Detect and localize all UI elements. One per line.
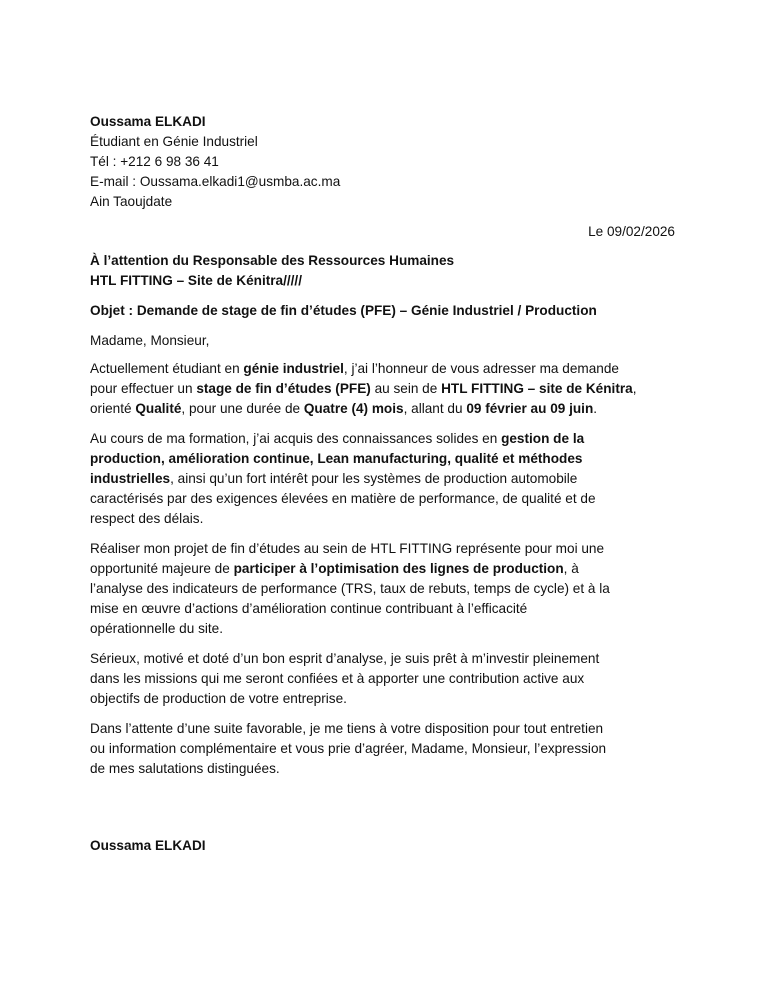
text: , à: [563, 561, 579, 576]
bold-text: Qualité: [135, 401, 182, 416]
bold-text: gestion de la: [501, 431, 585, 446]
bold-text: industrielles: [90, 471, 171, 486]
salutation: Madame, Monsieur,: [90, 333, 210, 348]
paragraph-line: [90, 719, 680, 739]
text: au sein de: [370, 381, 442, 396]
text: orienté: [90, 401, 136, 416]
paragraph-3: [90, 539, 680, 639]
sender-phone: Tél : +212 6 98 36 41: [90, 154, 219, 169]
text: pour effectuer un: [90, 381, 197, 396]
paragraph-line: [90, 399, 680, 419]
text: ,: [632, 381, 637, 396]
bold-text: production, amélioration continue, Lean manufacturing, qualité et méthodes: [90, 451, 583, 466]
paragraph-4: [90, 649, 680, 709]
letter-date: Le 09/02/2026: [588, 224, 675, 239]
sender-block: [90, 112, 680, 212]
recipient-line-1: À l’attention du Responsable des Ressources Humaines: [90, 253, 455, 268]
text: ou information complémentaire et vous prie d’agréer, Madame, Monsieur, l’expression: [90, 741, 607, 756]
paragraph-line: [90, 429, 680, 449]
paragraph-2: [90, 429, 680, 529]
paragraph-line: [90, 649, 680, 669]
recipient-line-2: HTL FITTING – Site de Kénitra/////: [90, 273, 302, 288]
paragraph-line: [90, 509, 680, 529]
paragraph-line: [90, 759, 680, 779]
text: Sérieux, motivé et doté d’un bon esprit d’analyse, je suis prêt à m’investir pleinement: [90, 651, 600, 666]
text: Réaliser mon projet de fin d’études au sein de HTL FITTING représente pour moi une: [90, 541, 605, 556]
text: de mes salutations distinguées.: [90, 761, 280, 776]
text: caractérisés par des exigences élevées en matière de performance, de qualité et de: [90, 491, 596, 506]
paragraph-1: [90, 359, 680, 419]
sender-title: Étudiant en Génie Industriel: [90, 134, 258, 149]
paragraph-line: [90, 359, 680, 379]
text: opérationnelle du site.: [90, 621, 224, 636]
paragraph-line: [90, 619, 680, 639]
text: , allant du: [403, 401, 467, 416]
bold-text: stage de fin d’études (PFE): [196, 381, 371, 396]
paragraph-line: [90, 579, 680, 599]
paragraph-line: [90, 689, 680, 709]
recipient-block: [90, 251, 680, 291]
sender-city: Ain Taoujdate: [90, 194, 173, 209]
paragraph-line: [90, 539, 680, 559]
text: , j’ai l’honneur de vous adresser ma demande: [343, 361, 619, 376]
signature: Oussama ELKADI: [90, 838, 206, 853]
text: .: [593, 401, 598, 416]
paragraph-line: [90, 739, 680, 759]
letter-subject: Objet : Demande de stage de fin d’études (PFE) – Génie Industriel / Production: [90, 303, 597, 318]
text: mise en œuvre d’actions d’amélioration continue contribuant à l’efficacité: [90, 601, 528, 616]
sender-name: Oussama ELKADI: [90, 114, 206, 129]
paragraph-line: [90, 669, 680, 689]
bold-text: génie industriel: [243, 361, 344, 376]
text: Actuellement étudiant en: [90, 361, 244, 376]
text: Au cours de ma formation, j’ai acquis des connaissances solides en: [90, 431, 502, 446]
paragraph-line: [90, 469, 680, 489]
bold-text: 09 février au 09 juin: [466, 401, 594, 416]
paragraph-line: [90, 379, 680, 399]
bold-text: Quatre (4) mois: [303, 401, 404, 416]
bold-text: participer à l’optimisation des lignes de production: [233, 561, 564, 576]
text: dans les missions qui me seront confiées et à apporter une contribution active aux: [90, 671, 585, 686]
paragraph-line: [90, 449, 680, 469]
text: opportunité majeure de: [90, 561, 234, 576]
text: Dans l’attente d’une suite favorable, je me tiens à votre disposition pour tout entretien: [90, 721, 604, 736]
paragraph-5: [90, 719, 680, 779]
bold-text: HTL FITTING – site de Kénitra: [441, 381, 633, 396]
paragraph-line: [90, 559, 680, 579]
paragraph-line: [90, 489, 680, 509]
paragraph-line: [90, 599, 680, 619]
text: l’analyse des indicateurs de performance (TRS, taux de rebuts, temps de cycle) et à la: [90, 581, 610, 596]
sender-email: E-mail : Oussama.elkadi1@usmba.ac.ma: [90, 174, 341, 189]
text: , ainsi qu’un fort intérêt pour les systèmes de production automobile: [170, 471, 578, 486]
text: objectifs de production de votre entreprise.: [90, 691, 347, 706]
text: , pour une durée de: [181, 401, 304, 416]
text: respect des délais.: [90, 511, 204, 526]
